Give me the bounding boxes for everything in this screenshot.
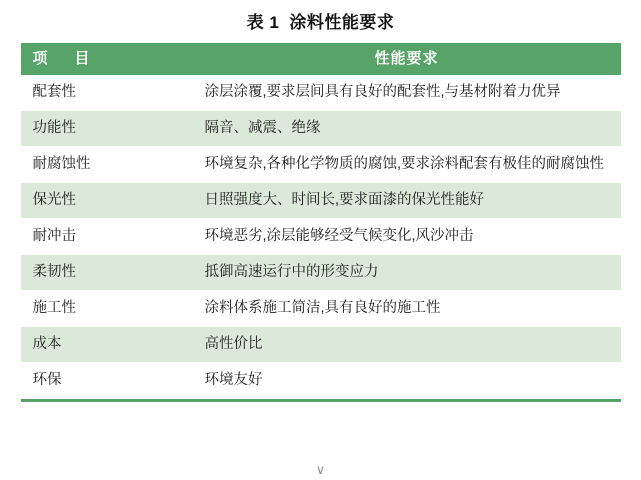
cell-item: 配套性 — [21, 75, 193, 111]
table-row — [21, 183, 621, 219]
table-row — [21, 363, 621, 399]
table-header-row — [21, 43, 621, 75]
cell-item: 环保 — [21, 363, 193, 399]
cell-item: 成本 — [21, 327, 193, 363]
cell-item: 保光性 — [21, 183, 193, 219]
cell-requirement: 隔音、减震、绝缘 — [193, 111, 621, 147]
table-caption — [0, 0, 641, 43]
table-row — [21, 147, 621, 183]
table-header — [21, 43, 621, 75]
table-row — [21, 219, 621, 255]
cell-requirement: 日照强度大、时间长,要求面漆的保光性能好 — [193, 183, 621, 219]
table-number: 表 1 — [246, 13, 280, 32]
cell-requirement: 抵御高速运行中的形变应力 — [193, 255, 621, 291]
cell-requirement: 涂料体系施工简洁,具有良好的施工性 — [193, 291, 621, 327]
scroll-down-indicator: ∨ — [315, 462, 326, 477]
table-row — [21, 255, 621, 291]
table-body — [21, 75, 621, 399]
cell-item: 耐腐蚀性 — [21, 147, 193, 183]
column-header-requirement: 性能要求 — [193, 43, 621, 75]
table-bottom-rule — [21, 399, 621, 402]
coating-requirements-table — [21, 43, 621, 399]
cell-requirement: 涂层涂覆,要求层间具有良好的配套性,与基材附着力优异 — [193, 75, 621, 111]
cell-requirement: 环境复杂,各种化学物质的腐蚀,要求涂料配套有极佳的耐腐蚀性 — [193, 147, 621, 183]
cell-requirement: 环境恶劣,涂层能够经受气候变化,风沙冲击 — [193, 219, 621, 255]
cell-requirement: 环境友好 — [193, 363, 621, 399]
column-header-item: 项 目 — [21, 43, 193, 75]
table-row — [21, 111, 621, 147]
cell-item: 柔韧性 — [21, 255, 193, 291]
cell-item: 施工性 — [21, 291, 193, 327]
table-row — [21, 75, 621, 111]
cell-requirement: 高性价比 — [193, 327, 621, 363]
cell-item: 功能性 — [21, 111, 193, 147]
cell-item: 耐冲击 — [21, 219, 193, 255]
table-row — [21, 291, 621, 327]
table-row — [21, 327, 621, 363]
table-title-text: 涂料性能要求 — [289, 13, 395, 32]
